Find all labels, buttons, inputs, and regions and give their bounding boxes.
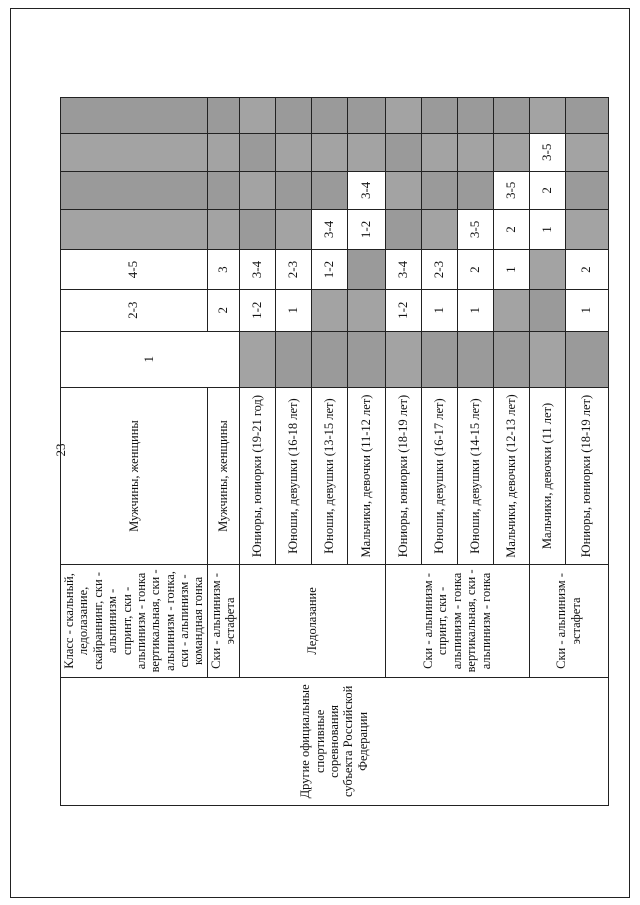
shaded-cell: [385, 172, 421, 210]
rank-cell: 3-4: [239, 250, 275, 290]
shaded-cell: [275, 209, 311, 250]
shaded-cell: [529, 331, 565, 387]
shaded-cell: [239, 209, 275, 250]
rank-cell: 1-2: [347, 209, 385, 250]
group-cell: Юноши, девушки (13-15 лет): [311, 387, 347, 564]
rank-cell: 1-2: [385, 289, 421, 331]
rank-cell: 2-3: [275, 250, 311, 290]
shaded-cell: [457, 133, 493, 172]
rank-cell: 1: [457, 289, 493, 331]
shaded-cell: [207, 133, 239, 172]
shaded-cell: [61, 209, 208, 250]
group-cell: Мальчики, девочки (12-13 лет): [493, 387, 529, 564]
shaded-cell: [311, 331, 347, 387]
shaded-cell: [275, 172, 311, 210]
rank-cell: 3-5: [457, 209, 493, 250]
rank-cell: 3-4: [385, 250, 421, 290]
shaded-cell: [239, 98, 275, 134]
shaded-cell: [311, 172, 347, 210]
shaded-cell: [565, 98, 608, 134]
rank-cell: 1: [421, 289, 457, 331]
shaded-cell: [493, 98, 529, 134]
rank-cell: 2-3: [61, 289, 208, 331]
group-cell: Юниоры, юниорки (18-19 лет): [385, 387, 421, 564]
rank-cell: 1: [565, 289, 608, 331]
shaded-cell: [61, 133, 208, 172]
rank-cell: 4-5: [61, 250, 208, 290]
shaded-cell: [385, 133, 421, 172]
table-row: [61, 98, 208, 806]
shaded-cell: [529, 98, 565, 134]
rank-cell: 2: [493, 209, 529, 250]
rank-cell: 3-5: [493, 172, 529, 210]
shaded-cell: [457, 172, 493, 210]
discipline-cell: Ски - альпинизм - эстафета: [529, 565, 608, 678]
rank-cell: 1: [275, 289, 311, 331]
shaded-cell: [421, 209, 457, 250]
discipline-cell: Ски - альпинизм - эстафета: [207, 565, 239, 678]
shaded-cell: [275, 98, 311, 134]
shaded-cell: [61, 98, 208, 134]
shaded-cell: [61, 172, 208, 210]
group-cell: Юниоры, юниорки (18-19 лет): [565, 387, 608, 564]
shaded-cell: [347, 289, 385, 331]
shaded-cell: [311, 98, 347, 134]
rank-cell: 2: [457, 250, 493, 290]
rank-cell: 3: [207, 250, 239, 290]
shaded-cell: [493, 133, 529, 172]
shaded-cell: [239, 172, 275, 210]
rank-cell: 2: [565, 250, 608, 290]
rank-cell: 1-2: [239, 289, 275, 331]
rank-cell: 2: [207, 289, 239, 331]
shaded-cell: [347, 133, 385, 172]
rank-cell: 1-2: [311, 250, 347, 290]
shaded-cell: [565, 331, 608, 387]
shaded-cell: [347, 250, 385, 290]
shaded-cell: [311, 133, 347, 172]
discipline-cell: Ски - альпинизм - спринт, ски - альпинизм - гонка вертикальная, ски - альпинизм - гонка: [385, 565, 529, 678]
group-cell: Юноши, девушки (16-17 лет): [421, 387, 457, 564]
shaded-cell: [347, 98, 385, 134]
shaded-cell: [493, 331, 529, 387]
shaded-cell: [385, 209, 421, 250]
rank-cell: 3-4: [311, 209, 347, 250]
group-cell: Мальчики, девочки (11 лет): [529, 387, 565, 564]
shaded-cell: [565, 209, 608, 250]
rotated-table-area: [60, 97, 594, 806]
rank-cell: 3-4: [347, 172, 385, 210]
shaded-cell: [311, 289, 347, 331]
shaded-cell: [565, 133, 608, 172]
shaded-cell: [385, 98, 421, 134]
group-cell: Мужчины, женщины: [207, 387, 239, 564]
rank-cell: 1: [61, 331, 240, 387]
rank-cell: 2: [529, 172, 565, 210]
shaded-cell: [421, 172, 457, 210]
rotated-table-container: [60, 97, 594, 806]
sports-ranks-table: [60, 97, 609, 806]
shaded-cell: [207, 172, 239, 210]
shaded-cell: [493, 289, 529, 331]
rank-cell: 1: [493, 250, 529, 290]
shaded-cell: [457, 98, 493, 134]
group-cell: Мальчики, девочки (11-12 лет): [347, 387, 385, 564]
shaded-cell: [421, 331, 457, 387]
group-cell: Юноши, девушки (14-15 лет): [457, 387, 493, 564]
shaded-cell: [385, 331, 421, 387]
shaded-cell: [529, 289, 565, 331]
shaded-cell: [239, 331, 275, 387]
shaded-cell: [239, 133, 275, 172]
shaded-cell: [275, 133, 311, 172]
rank-cell: 1: [529, 209, 565, 250]
shaded-cell: [529, 250, 565, 290]
discipline-cell: Ледолазание: [239, 565, 385, 678]
rank-cell: 2-3: [421, 250, 457, 290]
shaded-cell: [421, 133, 457, 172]
competition-cell: Другие официальные спортивные соревнования субъекта Российской Федерации: [61, 677, 609, 805]
group-cell: Юниоры, юниорки (19-21 год): [239, 387, 275, 564]
page-number: 23: [53, 443, 68, 457]
shaded-cell: [207, 98, 239, 134]
rank-cell: 3-5: [529, 133, 565, 172]
shaded-cell: [207, 209, 239, 250]
shaded-cell: [421, 98, 457, 134]
group-cell: Юноши, девушки (16-18 лет): [275, 387, 311, 564]
shaded-cell: [457, 331, 493, 387]
shaded-cell: [565, 172, 608, 210]
shaded-cell: [275, 331, 311, 387]
group-cell: Мужчины, женщины: [61, 387, 208, 564]
discipline-cell: Класс - скальный, ледолазание, скайраннинг, ски - альпинизм - спринт, ски - альпинизм - гонка вертикальная, ски - альпинизм - гонка, ски - альпинизм - командная гонка: [61, 565, 208, 678]
shaded-cell: [347, 331, 385, 387]
